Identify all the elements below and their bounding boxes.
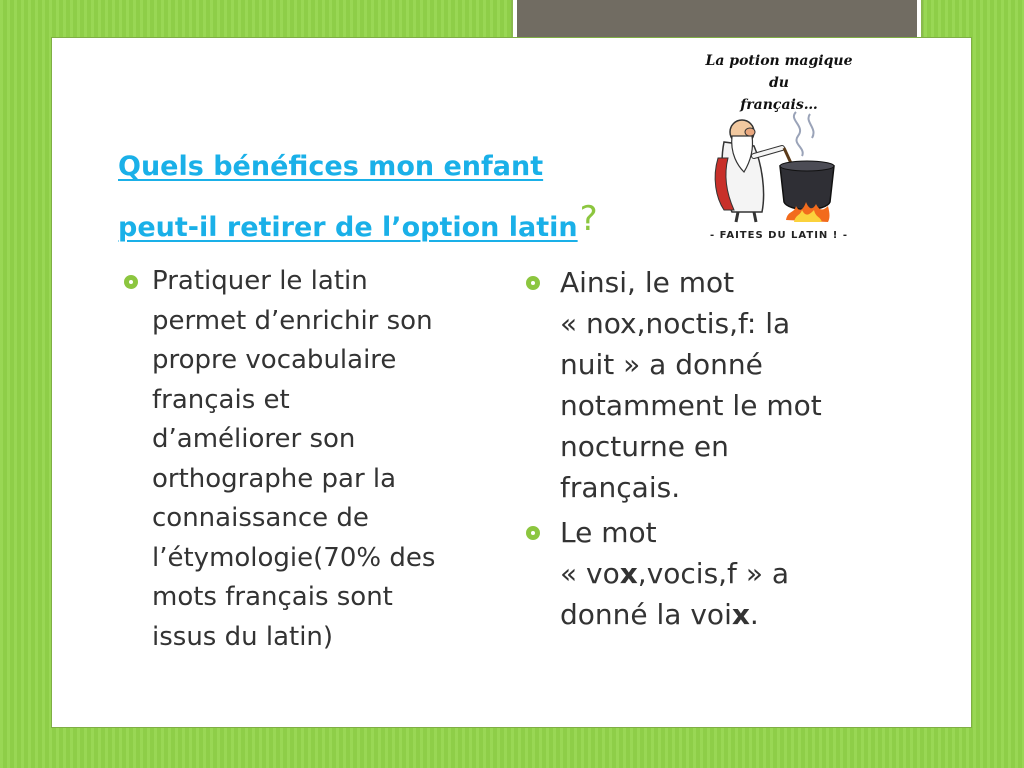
right-column	[526, 262, 886, 639]
bullet-text: Ainsi, le mot « nox,noctis,f: la nuit » a donné notamment le mot nocturne en français.	[560, 266, 822, 504]
bold-letter: x	[619, 557, 638, 590]
list-item	[526, 262, 886, 508]
bullet-text	[560, 512, 789, 635]
list-item	[526, 512, 886, 635]
left-column	[124, 262, 504, 661]
bullet-icon	[124, 275, 138, 289]
logo-caption-line-1: La potion magique du	[705, 53, 853, 91]
bullet-text-part: .	[749, 598, 759, 631]
bullet-icon	[526, 526, 540, 540]
latin-potion-image	[698, 42, 860, 247]
title-line-1: Quels bénéfices mon enfant	[118, 151, 544, 182]
bold-letter: x	[731, 598, 750, 631]
logo-footer: - FAITES DU LATIN ! -	[710, 230, 848, 241]
bullet-text-part: Le mot « vo	[560, 516, 657, 590]
title-line-2: peut-il retirer de l’option latin	[118, 212, 578, 243]
bullet-text-part: ,vocis,f » a donné la voi	[560, 557, 790, 631]
bullet-text: Pratiquer le latin permet d’enrichir son propre vocabulaire français et d’améliorer son orthographe par la connaissance de l’étymologie(70% des mots français sont issus du latin)	[152, 266, 436, 652]
druid-cauldron-illustration	[710, 102, 846, 224]
bullet-icon	[526, 276, 540, 290]
title-question-mark: ?	[579, 199, 598, 239]
list-item	[124, 262, 504, 657]
slide-title	[118, 141, 678, 254]
logo-caption-line-2: français…	[740, 97, 818, 113]
